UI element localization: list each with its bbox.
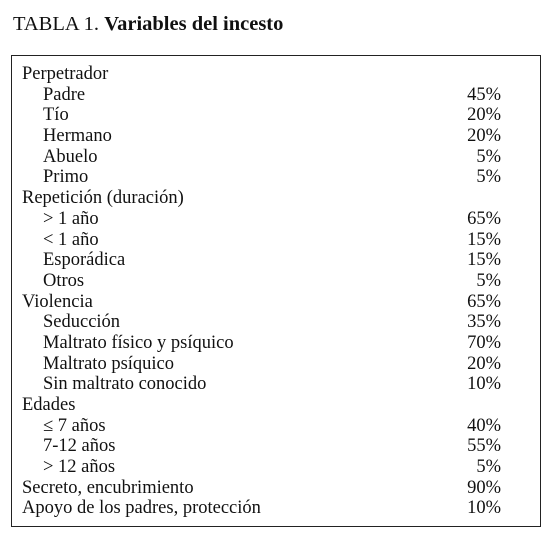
table-row — [0, 416, 554, 437]
row-value: 5% — [476, 457, 501, 478]
row-label: Repetición (duración) — [22, 188, 184, 209]
table-caption — [13, 11, 283, 37]
table-row — [0, 333, 554, 354]
table-row — [0, 209, 554, 230]
row-label: Sin maltrato conocido — [43, 374, 207, 395]
table-title: Variables del incesto — [104, 13, 284, 35]
row-value: 55% — [467, 436, 501, 457]
table-row — [0, 230, 554, 251]
row-value: 20% — [467, 105, 501, 126]
row-value: 45% — [467, 84, 501, 105]
row-value: 10% — [467, 374, 501, 395]
row-label: Esporádica — [43, 250, 126, 271]
row-value: 10% — [467, 498, 501, 519]
row-label: Edades — [22, 395, 76, 415]
table-row — [0, 105, 554, 126]
row-value: 15% — [467, 229, 501, 250]
row-label: Otros — [43, 270, 85, 291]
row-value: 90% — [467, 477, 501, 498]
table-row — [0, 312, 554, 333]
row-label: Secreto, encubrimiento — [22, 477, 194, 498]
table-row — [0, 147, 554, 168]
table-row — [0, 126, 554, 147]
table-row — [0, 271, 554, 292]
table-number: TABLA 1. — [13, 13, 100, 35]
row-value: 5% — [476, 146, 501, 167]
row-label: Seducción — [43, 312, 121, 333]
row-label: Abuelo — [43, 146, 98, 167]
row-label: Tío — [43, 105, 69, 126]
table-row — [0, 354, 554, 375]
row-label: > 12 años — [43, 457, 116, 478]
row-label: Violencia — [22, 291, 93, 312]
row-label: Apoyo de los padres, protección — [22, 498, 261, 519]
row-label: Maltrato físico y psíquico — [43, 332, 234, 353]
row-label: Perpetrador — [22, 64, 109, 84]
table-row — [0, 64, 554, 85]
table-row — [0, 457, 554, 478]
row-value: 5% — [476, 270, 501, 291]
table-row — [0, 292, 554, 313]
row-value: 65% — [467, 291, 501, 312]
row-value: 15% — [467, 250, 501, 271]
row-label: Maltrato psíquico — [43, 353, 175, 374]
row-value: 20% — [467, 126, 501, 147]
table-body — [0, 64, 554, 519]
row-value: 20% — [467, 353, 501, 374]
row-label: 7-12 años — [43, 436, 116, 457]
row-value: 70% — [467, 332, 501, 353]
table-row — [0, 85, 554, 106]
table-row — [0, 188, 554, 209]
row-value: 5% — [476, 167, 501, 188]
row-label: Primo — [43, 167, 89, 188]
table-row — [0, 436, 554, 457]
row-label: < 1 año — [43, 229, 99, 250]
table-row — [0, 250, 554, 271]
row-label: Padre — [43, 84, 86, 105]
table-row — [0, 498, 554, 519]
row-value: 35% — [467, 312, 501, 333]
row-label: Hermano — [43, 126, 112, 147]
row-label: ≤ 7 años — [43, 415, 106, 436]
table-row — [0, 374, 554, 395]
row-label: > 1 año — [43, 208, 99, 229]
table-row — [0, 167, 554, 188]
row-value: 65% — [467, 208, 501, 229]
table-row — [0, 478, 554, 499]
row-value: 40% — [467, 415, 501, 436]
table-row — [0, 395, 554, 416]
